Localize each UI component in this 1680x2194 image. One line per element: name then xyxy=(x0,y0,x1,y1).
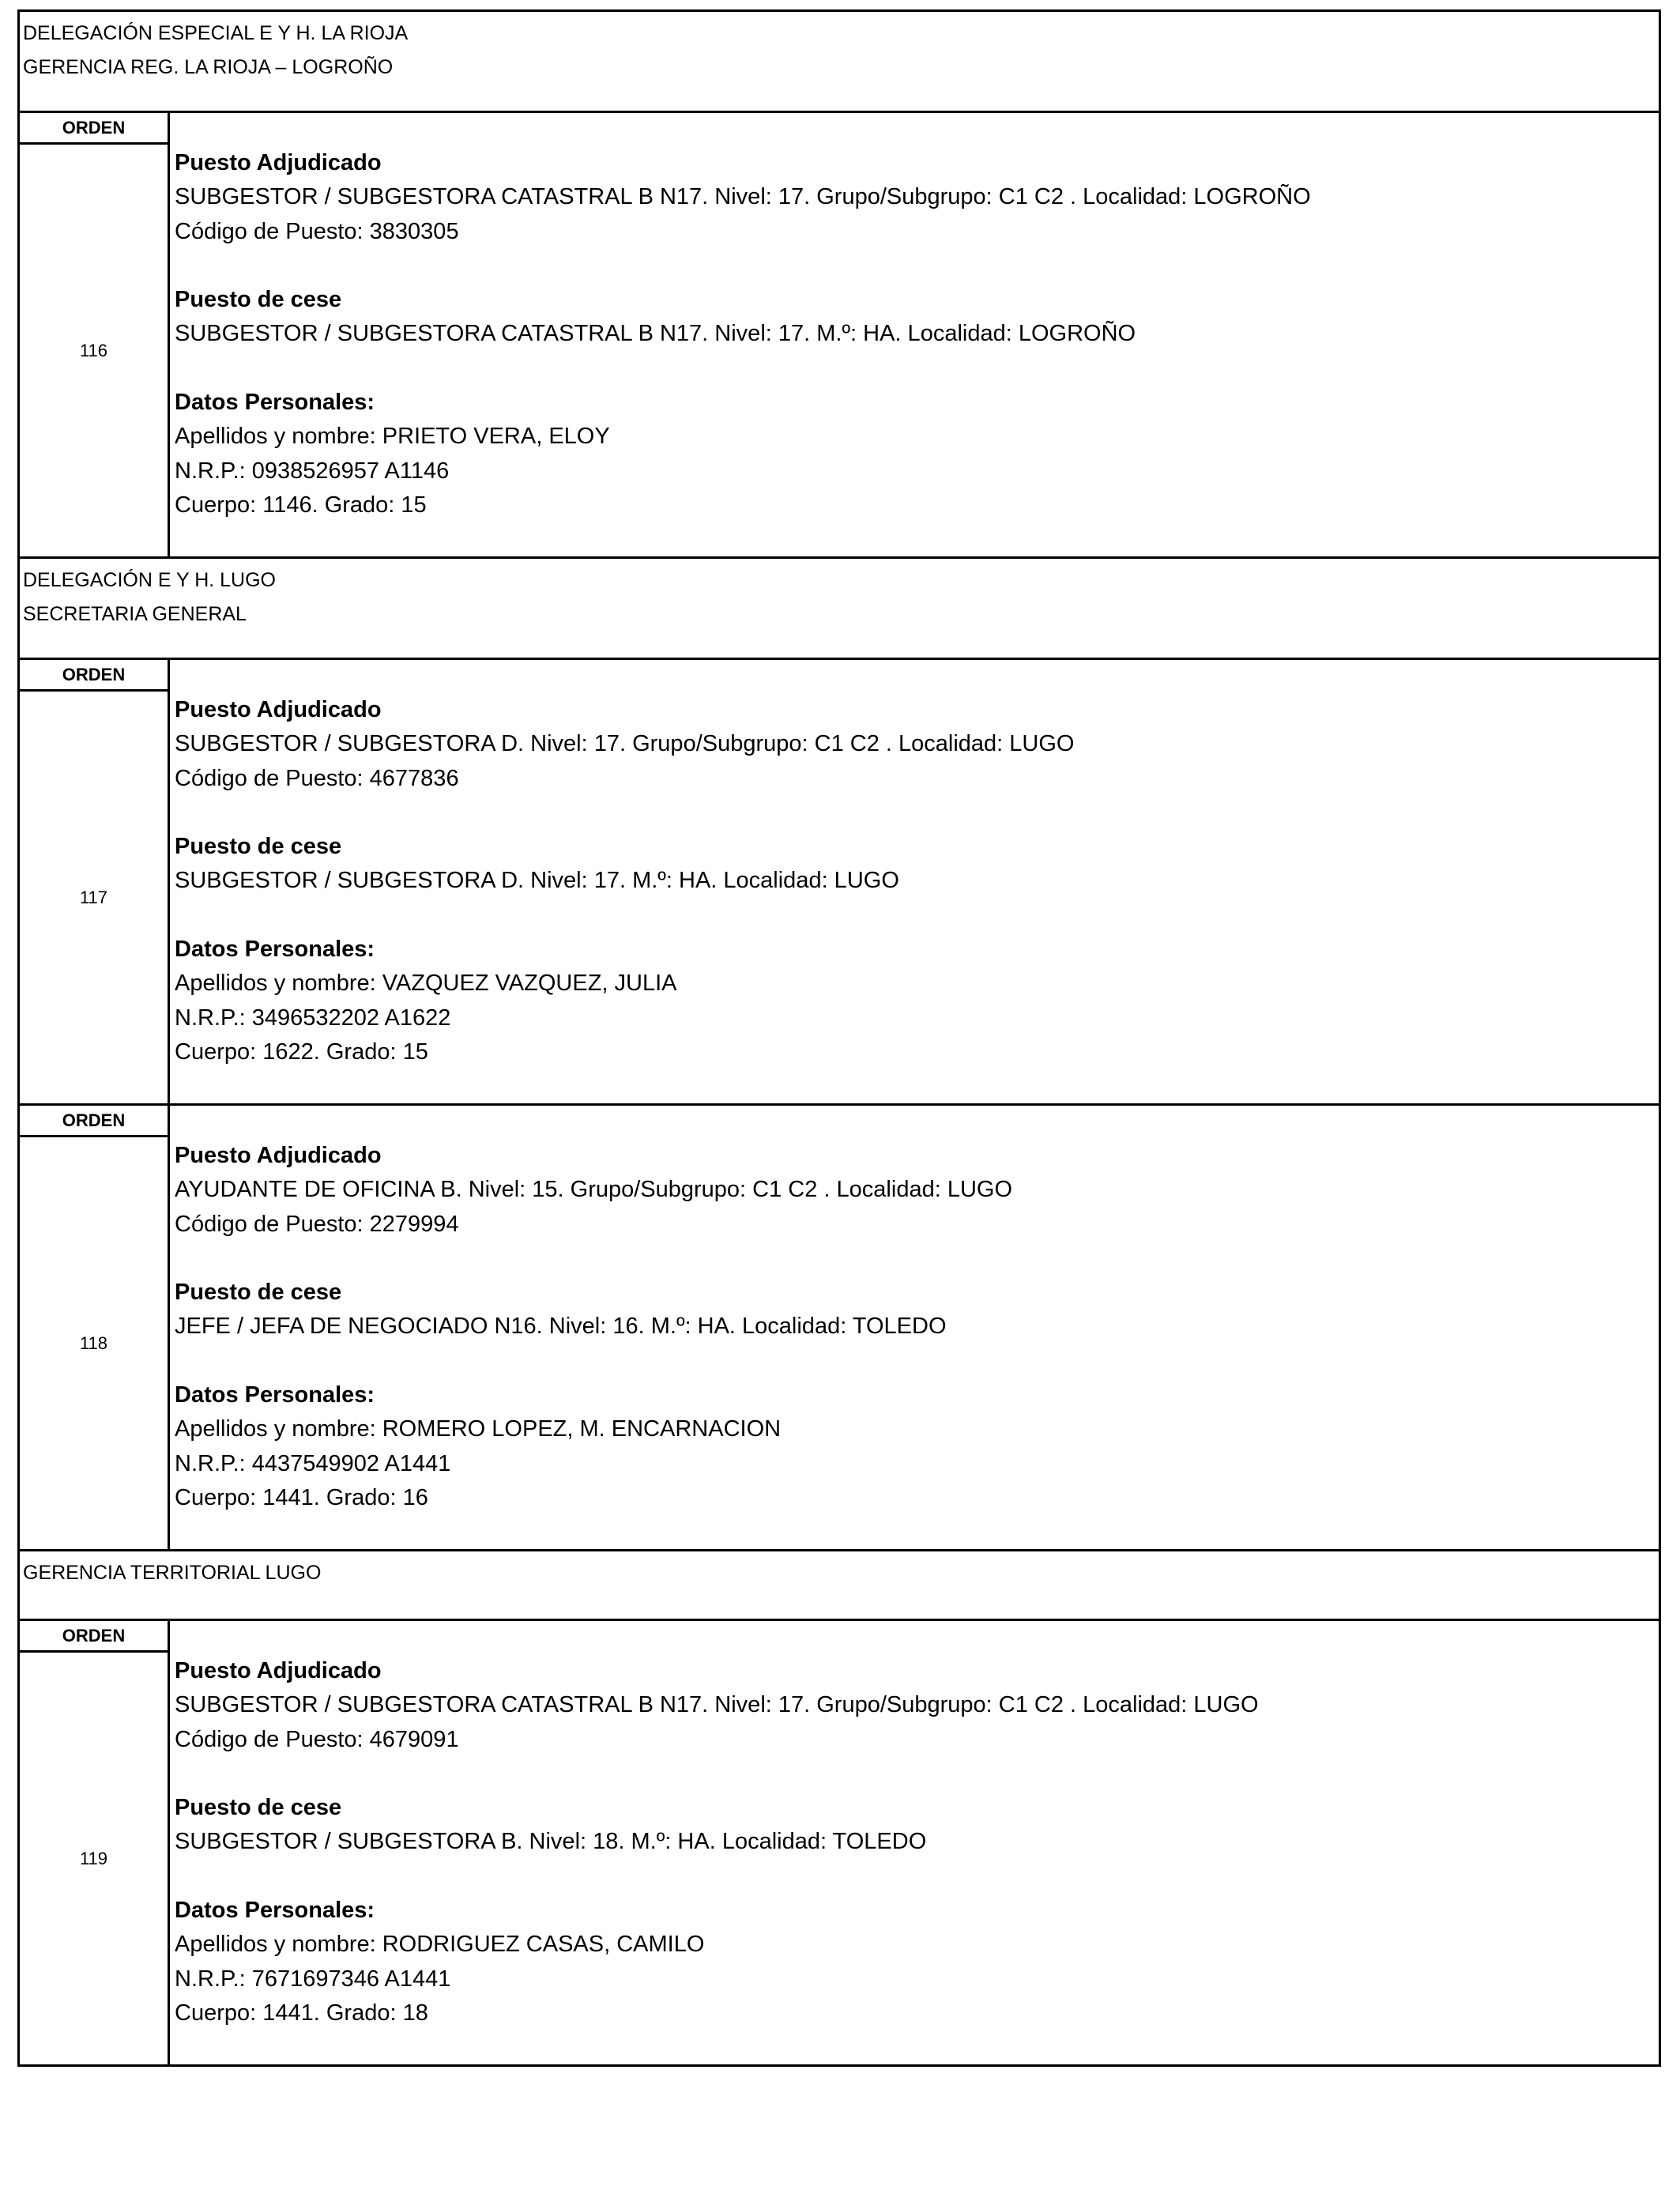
datos-personales-title: Datos Personales: xyxy=(175,1898,375,1924)
puesto-adjudicado-text: SUBGESTOR / SUBGESTORA D. Nivel: 17. Grupo/Subgrupo: C1 C2 . Localidad: LUGO xyxy=(175,731,1075,757)
puesto-cese-title: Puesto de cese xyxy=(175,287,342,313)
record-details xyxy=(170,660,1659,1103)
section-header xyxy=(20,1551,1659,1621)
nrp: N.R.P.: 0938526957 A1146 xyxy=(175,458,450,484)
nrp: N.R.P.: 7671697346 A1441 xyxy=(175,1966,451,1992)
record-row xyxy=(20,1106,1659,1551)
codigo-puesto: Código de Puesto: 4677836 xyxy=(175,765,459,791)
cuerpo-grado: Cuerpo: 1441. Grado: 18 xyxy=(175,2000,428,2026)
puesto-cese-title: Puesto de cese xyxy=(175,1280,342,1306)
cuerpo-grado: Cuerpo: 1146. Grado: 15 xyxy=(175,492,427,518)
record-details xyxy=(170,1106,1659,1549)
puesto-adjudicado-title: Puesto Adjudicado xyxy=(175,697,382,722)
nrp: N.R.P.: 3496532202 A1622 xyxy=(175,1005,451,1031)
puesto-adjudicado-title: Puesto Adjudicado xyxy=(175,150,382,175)
puesto-adjudicado-text: SUBGESTOR / SUBGESTORA CATASTRAL B N17. Nivel: 17. Grupo/Subgrupo: C1 C2 . Localidad: LOGROÑO xyxy=(175,184,1311,210)
section-header xyxy=(20,12,1659,113)
datos-personales-title: Datos Personales: xyxy=(175,390,375,416)
nrp: N.R.P.: 4437549902 A1441 xyxy=(175,1450,451,1476)
orden-label: ORDEN xyxy=(20,660,168,692)
puesto-cese-title: Puesto de cese xyxy=(175,834,342,860)
codigo-puesto: Código de Puesto: 3830305 xyxy=(175,218,459,244)
cuerpo-grado: Cuerpo: 1441. Grado: 16 xyxy=(175,1484,428,1510)
puesto-cese-text: SUBGESTOR / SUBGESTORA CATASTRAL B N17. Nivel: 17. M.º: HA. Localidad: LOGROÑO xyxy=(175,321,1136,347)
document-table xyxy=(17,9,1661,2067)
section-header-line: GERENCIA TERRITORIAL LUGO xyxy=(23,1562,322,1584)
orden-number: 117 xyxy=(79,887,108,907)
orden-label: ORDEN xyxy=(20,1106,168,1137)
datos-personales-title: Datos Personales: xyxy=(175,937,375,963)
record-row xyxy=(20,660,1659,1106)
puesto-adjudicado-title: Puesto Adjudicado xyxy=(175,1143,382,1168)
orden-label: ORDEN xyxy=(20,113,168,145)
orden-column xyxy=(20,113,170,556)
apellidos-nombre: Apellidos y nombre: RODRIGUEZ CASAS, CAMILO xyxy=(175,1932,705,1958)
apellidos-nombre: Apellidos y nombre: VAZQUEZ VAZQUEZ, JULIA xyxy=(175,971,677,997)
puesto-cese-text: SUBGESTOR / SUBGESTORA D. Nivel: 17. M.º: HA. Localidad: LUGO xyxy=(175,868,899,894)
section-header xyxy=(20,559,1659,660)
record-row xyxy=(20,1621,1659,2064)
apellidos-nombre: Apellidos y nombre: ROMERO LOPEZ, M. ENCARNACION xyxy=(175,1416,782,1442)
record-row xyxy=(20,113,1659,559)
orden-column xyxy=(20,660,170,1103)
puesto-cese-text: JEFE / JEFA DE NEGOCIADO N16. Nivel: 16. M.º: HA. Localidad: TOLEDO xyxy=(175,1314,947,1340)
orden-number: 116 xyxy=(79,340,108,360)
orden-number: 119 xyxy=(79,1848,108,1868)
puesto-adjudicado-text: SUBGESTOR / SUBGESTORA CATASTRAL B N17. Nivel: 17. Grupo/Subgrupo: C1 C2 . Localidad: LUGO xyxy=(175,1692,1259,1718)
section-header-line: GERENCIA REG. LA RIOJA – LOGROÑO xyxy=(23,56,394,78)
puesto-cese-text: SUBGESTOR / SUBGESTORA B. Nivel: 18. M.º: HA. Localidad: TOLEDO xyxy=(175,1829,927,1855)
section-header-line: SECRETARIA GENERAL xyxy=(23,603,247,625)
section-header-line: DELEGACIÓN E Y H. LUGO xyxy=(23,569,277,591)
puesto-cese-title: Puesto de cese xyxy=(175,1795,342,1821)
orden-number: 118 xyxy=(79,1333,108,1353)
codigo-puesto: Código de Puesto: 4679091 xyxy=(175,1726,459,1752)
puesto-adjudicado-title: Puesto Adjudicado xyxy=(175,1658,382,1683)
section-header-line: DELEGACIÓN ESPECIAL E Y H. LA RIOJA xyxy=(23,22,409,44)
apellidos-nombre: Apellidos y nombre: PRIETO VERA, ELOY xyxy=(175,424,610,450)
datos-personales-title: Datos Personales: xyxy=(175,1382,375,1408)
cuerpo-grado: Cuerpo: 1622. Grado: 15 xyxy=(175,1039,428,1065)
record-details xyxy=(170,1621,1659,2064)
orden-column xyxy=(20,1621,170,2064)
orden-column xyxy=(20,1106,170,1549)
record-details xyxy=(170,113,1659,556)
puesto-adjudicado-text: AYUDANTE DE OFICINA B. Nivel: 15. Grupo/Subgrupo: C1 C2 . Localidad: LUGO xyxy=(175,1177,1013,1203)
orden-label: ORDEN xyxy=(20,1621,168,1653)
codigo-puesto: Código de Puesto: 2279994 xyxy=(175,1211,459,1237)
